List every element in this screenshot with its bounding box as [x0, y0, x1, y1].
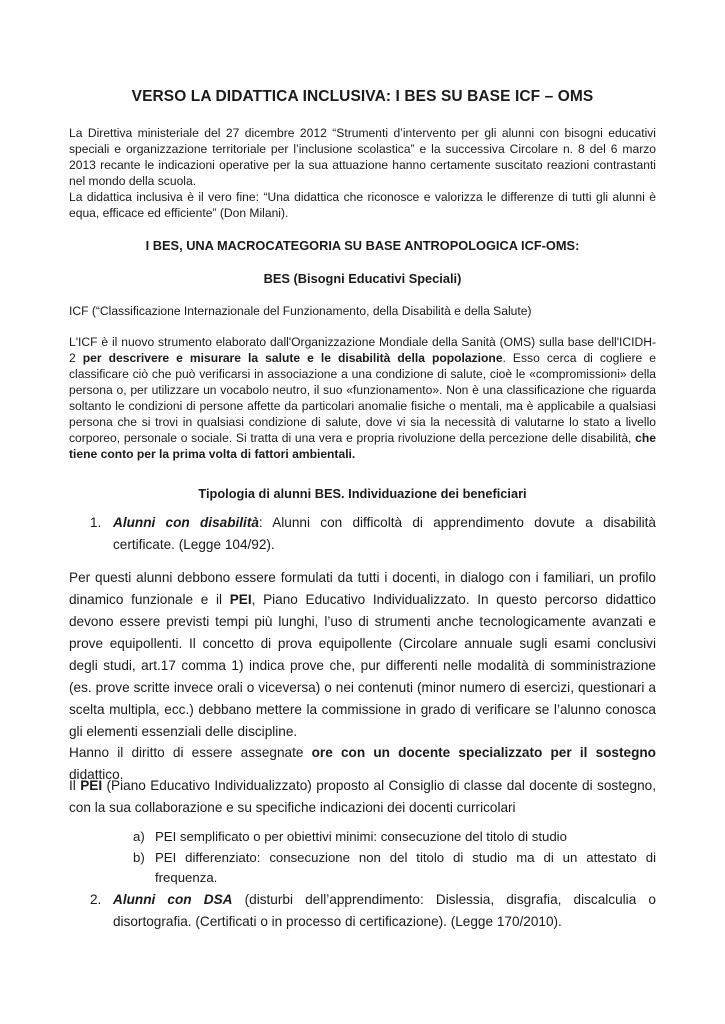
sub-item-a — [133, 827, 656, 847]
pei-text-2: , Piano Educativo Individualizzato. In questo percorso didattico devono essere previsti tempi più lunghi, l’uso di strumenti anche tecnologicamente avanzati e prove equipollenti. Il concetto di prova equipollente (Circolare annuale sugli esami conclusivi degli studi, art.17 comma 1) indica prove che, pur differenti nelle modalità di somministrazione (es. prove scritte invece orali o viceversa) o nei contenuti (minor numero di esercizi, questionari a scelta multipla, ecc.) debbano mettere la commissione in grado di verificare se l’alunno conosca gli elementi essenziali delle discipline. — [69, 592, 656, 739]
pei2-text-2: (Piano Educativo Individualizzato) proposto al Consiglio di classe dal docente di sostegno, con la sua collaborazione e su specifiche indicazioni dei docenti curricolari — [69, 778, 656, 815]
item-title: Alunni con disabilità — [113, 515, 259, 530]
icf-bold-2: che tiene conto per la prima volta di fattori ambientali. — [69, 431, 656, 461]
list-number: 2. — [90, 892, 102, 907]
list-item-disabilita — [90, 512, 656, 556]
intro-paragraph-1: La Direttiva ministeriale del 27 dicembre 2012 “Strumenti d’intervento per gli alunni con bisogni educativi speciali e organizzazione territoriale per l’inclusione scolastica” e la successiva Circolare n. 8 del 6 marzo 2013 recante le indicazioni operative per la sua attuazione hanno certamente suscitato reazioni contrastanti nel mondo della scuola. — [69, 126, 656, 188]
icf-paragraph — [69, 334, 656, 462]
list-item-dsa — [90, 889, 656, 933]
heading-bes: BES (Bisogni Educativi Speciali) — [263, 271, 462, 286]
sub-item-b — [133, 848, 656, 888]
item-text: (disturbi dell’apprendimento: Dislessia, disgrafia, discalculia o disortografia. (Certificati o in processo di certificazione). (Legge 170/2010). — [113, 892, 656, 929]
sub-item-letter: a) — [133, 829, 145, 844]
document-title: VERSO LA DIDATTICA INCLUSIVA: I BES SU BASE ICF – OMS — [131, 88, 594, 105]
sub-item-text: PEI differenziato: consecuzione non del titolo di studio ma di un attestato di frequenza. — [155, 850, 656, 885]
ore-text-1: Hanno il diritto di essere assegnate — [69, 745, 312, 760]
ore-bold: ore con un docente specializzato per il sostegno — [311, 745, 656, 760]
icf-text-2: . Esso cerca di cogliere e classificare ciò che può verificarsi in associazione a una condizione di salute, cioè le «compromissioni» della persona o, per utilizzare un vocabolo neutro, il suo «funzionamento». Non è una classificazione che riguarda soltanto le condizioni di persone affette da particolari anomalie fisiche o mentali, ma è applicabile a qualsiasi persona che si trovi in qualsiasi condizione di salute, dove vi sia la necessità di valutarne lo stato a livello corporeo, personale o sociale. Si tratta di una vera e propria rivoluzione della percezione delle disabilità, — [69, 351, 656, 445]
intro-paragraph-2: La didattica inclusiva è il vero fine: “Una didattica che riconosce e valorizza le differenze di tutti gli alunni è equa, efficace ed efficiente” (Don Milani). — [69, 190, 656, 220]
pei-paragraph — [69, 567, 656, 743]
heading-tipologia: Tipologia di alunni BES. Individuazione dei beneficiari — [198, 486, 527, 501]
sub-item-letter: b) — [133, 850, 145, 865]
icf-definition: ICF (“Classificazione Internazionale del Funzionamento, della Disabilità e della Salute) — [69, 304, 532, 318]
ore-text-2: didattico. — [69, 767, 124, 782]
pei-bold: PEI — [229, 592, 252, 607]
icf-bold-1: per descrivere e misurare la salute e le disabilità della popolazione — [82, 351, 503, 365]
pei2-text-1: Il — [69, 778, 81, 793]
pei-proposal-paragraph — [69, 775, 656, 819]
sub-item-text: PEI semplificato o per obiettivi minimi: consecuzione del titolo di studio — [155, 829, 567, 844]
item-title: Alunni con DSA — [113, 892, 233, 907]
heading-macrocategoria: I BES, UNA MACROCATEGORIA SU BASE ANTROPOLOGICA ICF-OMS: — [145, 238, 580, 253]
pei2-bold: PEI — [80, 778, 103, 793]
item-text: : Alunni con difficoltà di apprendimento dovute a disabilità certificate. (Legge 104/92). — [113, 515, 656, 552]
list-number: 1. — [90, 515, 102, 530]
pei-text-1: Per questi alunni debbono essere formulati da tutti i docenti, in dialogo con i familiari, un profilo dinamico funzionale e il — [69, 570, 656, 607]
icf-text-1: L'ICF è il nuovo strumento elaborato dall'Organizzazione Mondiale della Sanità (OMS) sulla base dell'ICIDH-2 — [69, 335, 656, 365]
